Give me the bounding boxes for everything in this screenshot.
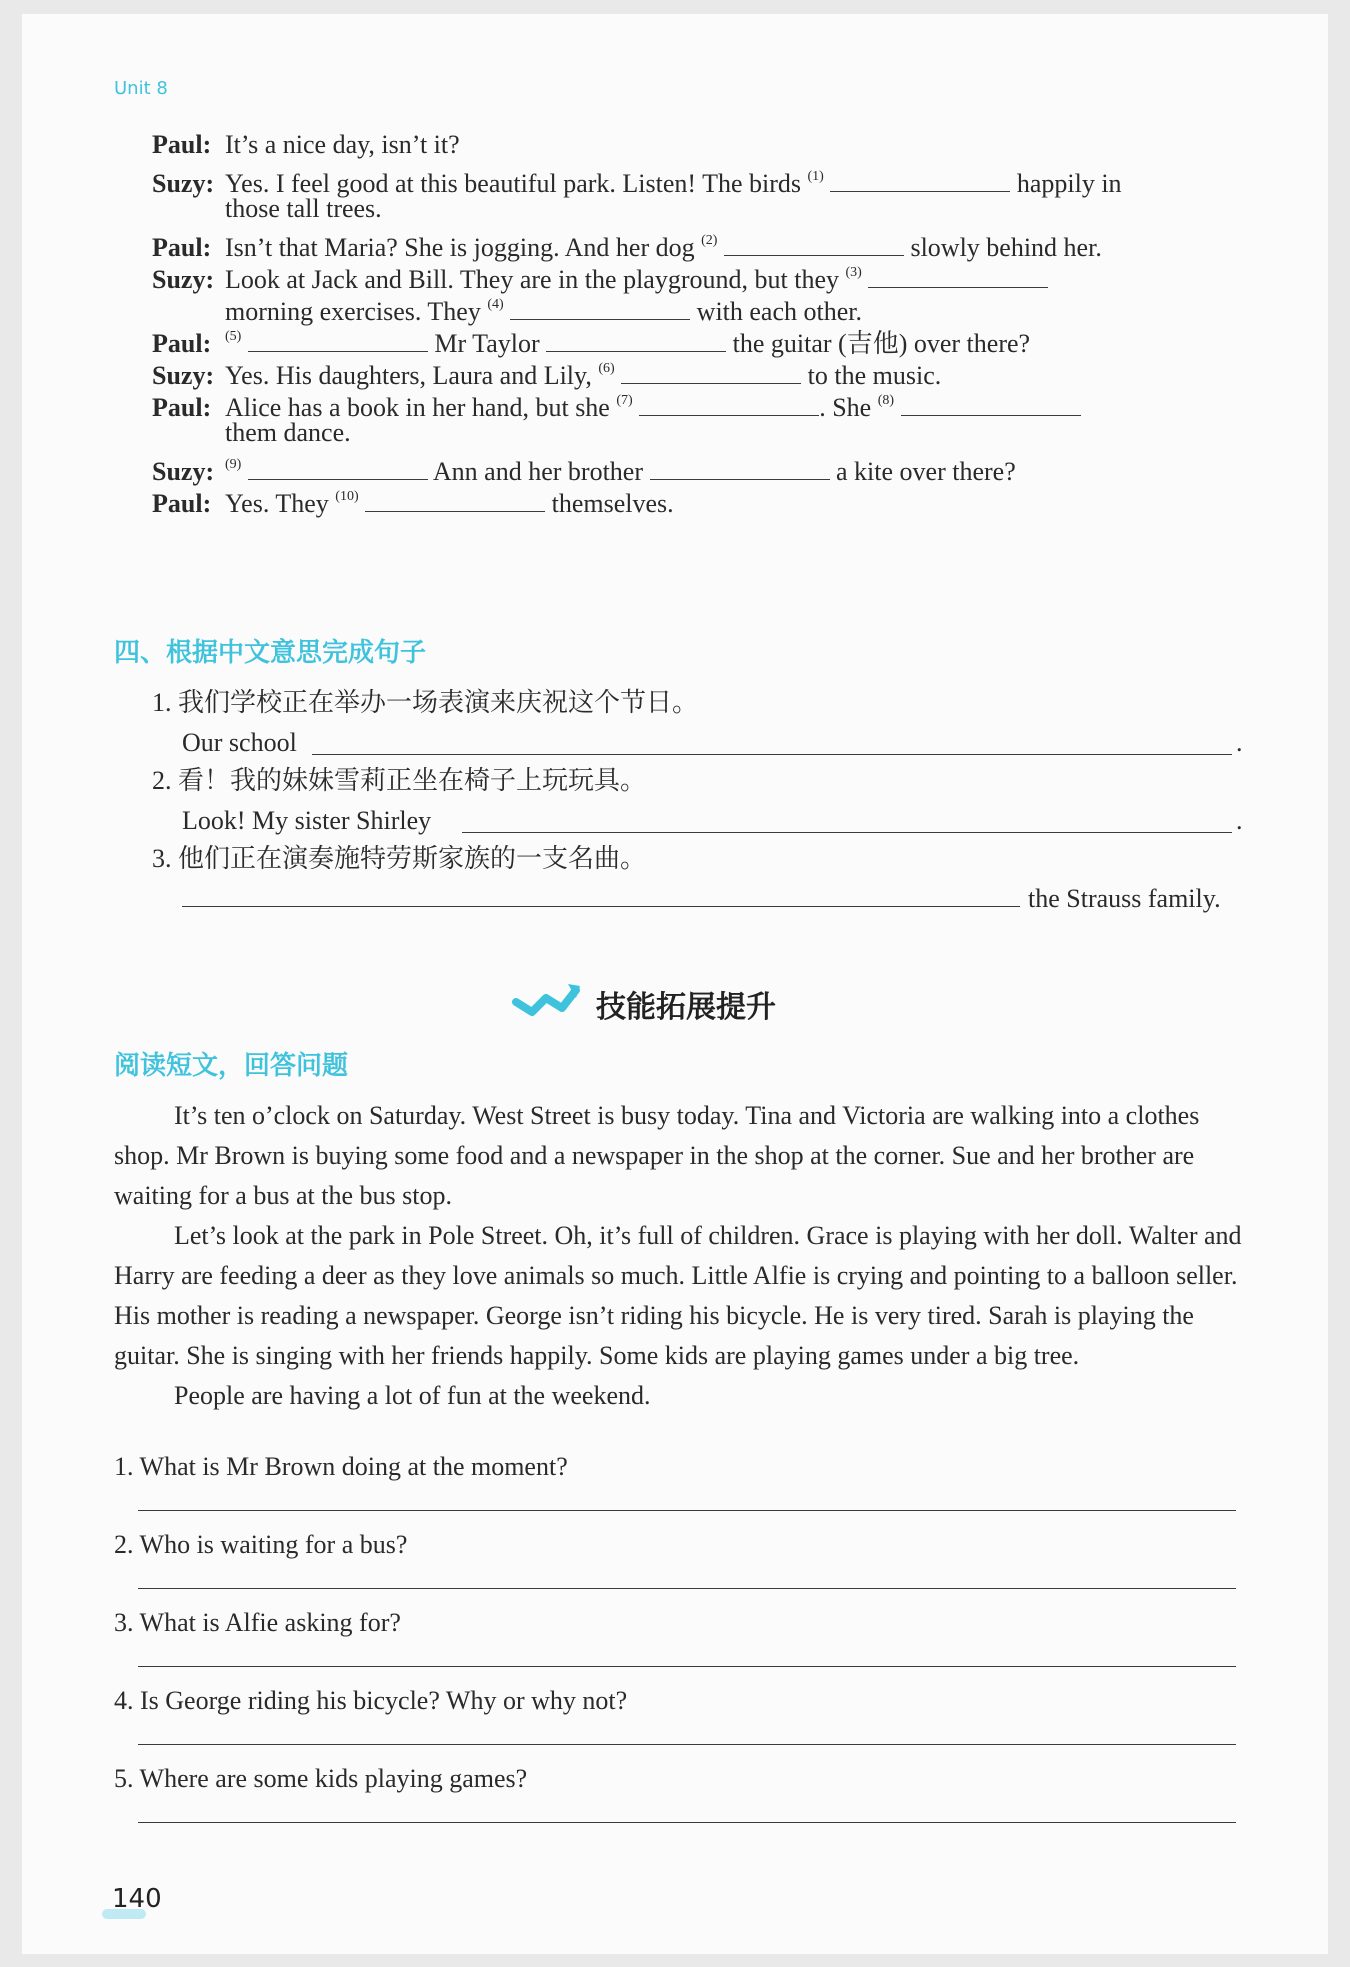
dialogue-text: Yes. I feel good at this beautiful park. Listen! The birds bbox=[225, 169, 801, 198]
section-four-title: 四、根据中文意思完成句子 bbox=[114, 638, 427, 668]
dialogue-text: the guitar (吉他) over there? bbox=[732, 329, 1031, 358]
blank-number: (6) bbox=[598, 361, 615, 376]
question-cn-3: 3. 他们正在演奏施特劳斯家族的一支名曲。 bbox=[152, 844, 647, 873]
answer-blank[interactable] bbox=[248, 329, 428, 352]
blank-number: (2) bbox=[701, 233, 718, 248]
answer-line[interactable] bbox=[182, 906, 1020, 907]
speaker-label: Paul: bbox=[152, 489, 212, 518]
dialogue-text: Ann and her brother bbox=[432, 457, 644, 486]
answer-blank[interactable] bbox=[248, 457, 428, 480]
dialogue-text: with each other. bbox=[696, 297, 863, 326]
page-number: 140 bbox=[112, 1884, 162, 1914]
trend-up-arrow-icon bbox=[512, 982, 582, 1027]
question-en-3: the Strauss family. bbox=[1028, 884, 1221, 913]
answer-line[interactable] bbox=[138, 1744, 1236, 1745]
question-4: 4. Is George riding his bicycle? Why or why not? bbox=[114, 1686, 628, 1715]
speaker-label: Paul: bbox=[152, 233, 212, 262]
blank-number: (10) bbox=[335, 489, 359, 504]
dialogue-text: a kite over there? bbox=[836, 457, 1016, 486]
reading-title: 阅读短文，回答问题 bbox=[114, 1051, 349, 1081]
blank-number: (1) bbox=[807, 169, 824, 184]
question-5: 5. Where are some kids playing games? bbox=[114, 1764, 528, 1793]
answer-blank[interactable] bbox=[901, 393, 1081, 416]
answer-blank[interactable] bbox=[868, 265, 1048, 288]
speaker-label: Suzy: bbox=[152, 457, 215, 486]
skills-heading: 技能拓展提升 bbox=[596, 990, 776, 1025]
blank-number: (3) bbox=[845, 265, 862, 280]
answer-blank[interactable] bbox=[546, 329, 726, 352]
speaker-label: Paul: bbox=[152, 329, 212, 358]
speaker-label: Paul: bbox=[152, 130, 212, 159]
blank-number: (5) bbox=[225, 329, 242, 344]
dialogue-text: Look at Jack and Bill. They are in the playground, but they bbox=[225, 265, 839, 294]
answer-line[interactable] bbox=[138, 1588, 1236, 1589]
period: . bbox=[1236, 728, 1243, 757]
blank-number: (4) bbox=[487, 297, 504, 312]
period: . bbox=[1236, 806, 1243, 835]
answer-blank[interactable] bbox=[639, 393, 819, 416]
answer-line[interactable] bbox=[138, 1822, 1236, 1823]
dialogue-text: slowly behind her. bbox=[910, 233, 1102, 262]
dialogue-text: Yes. They bbox=[225, 489, 329, 518]
dialogue-text: Isn’t that Maria? She is jogging. And her dog bbox=[225, 233, 695, 262]
dialogue-line-1 bbox=[152, 130, 460, 160]
question-en-1: Our school bbox=[182, 728, 297, 757]
speaker-label: Suzy: bbox=[152, 265, 215, 294]
speaker-label: Paul: bbox=[152, 393, 212, 422]
answer-line[interactable] bbox=[312, 754, 1232, 755]
dialogue-text: Mr Taylor bbox=[434, 329, 540, 358]
dialogue-text: Yes. His daughters, Laura and Lily, bbox=[225, 361, 592, 390]
question-cn-1: 1. 我们学校正在举办一场表演来庆祝这个节日。 bbox=[152, 688, 699, 717]
question-cn-2: 2. 看！我的妹妹雪莉正坐在椅子上玩玩具。 bbox=[152, 766, 647, 795]
answer-blank[interactable] bbox=[621, 361, 801, 384]
answer-blank[interactable] bbox=[365, 489, 545, 512]
reading-passage bbox=[114, 1096, 1254, 1416]
dialogue-text: It’s a nice day, isn’t it? bbox=[225, 130, 460, 159]
dialogue-text: happily in bbox=[1016, 169, 1122, 198]
dialogue-text: Alice has a book in her hand, but she bbox=[225, 393, 610, 422]
dialogue-line-12 bbox=[152, 482, 674, 519]
answer-blank[interactable] bbox=[830, 169, 1010, 192]
speaker-label: Suzy: bbox=[152, 361, 215, 390]
dialogue-line-3: those tall trees. bbox=[225, 194, 382, 223]
question-3: 3. What is Alfie asking for? bbox=[114, 1608, 401, 1637]
paragraph-3: People are having a lot of fun at the weekend. bbox=[174, 1381, 651, 1410]
dialogue-text: to the music. bbox=[807, 361, 942, 390]
blank-number: (9) bbox=[225, 457, 242, 472]
question-2: 2. Who is waiting for a bus? bbox=[114, 1530, 408, 1559]
answer-line[interactable] bbox=[138, 1666, 1236, 1667]
paragraph-2: Let’s look at the park in Pole Street. Oh, it’s full of children. Grace is playing with her doll. Walter and Harry are feeding a deer as they love animals so much. Little Alfie is crying and pointing to a balloon seller. His mother is reading a newspaper. George isn’t riding his bicycle. He is very tired. Sarah is playing the guitar. She is singing with her friends happily. Some kids are playing games under a big tree. bbox=[114, 1221, 1242, 1370]
answer-line[interactable] bbox=[462, 832, 1232, 833]
question-en-2: Look! My sister Shirley bbox=[182, 806, 432, 835]
answer-blank[interactable] bbox=[650, 457, 830, 480]
speaker-label: Suzy: bbox=[152, 169, 215, 198]
question-1: 1. What is Mr Brown doing at the moment? bbox=[114, 1452, 568, 1481]
dialogue-line-10: them dance. bbox=[225, 418, 351, 447]
unit-label: Unit 8 bbox=[114, 78, 168, 99]
answer-line[interactable] bbox=[138, 1510, 1236, 1511]
blank-number: (7) bbox=[616, 393, 633, 408]
dialogue-text: themselves. bbox=[551, 489, 674, 518]
blank-number: (8) bbox=[877, 393, 895, 408]
dialogue-text: morning exercises. They bbox=[225, 297, 481, 326]
answer-blank[interactable] bbox=[510, 297, 690, 320]
workbook-page bbox=[22, 14, 1328, 1954]
dialogue-text: . She bbox=[819, 393, 872, 422]
answer-blank[interactable] bbox=[724, 233, 904, 256]
paragraph-1: It’s ten o’clock on Saturday. West Street is busy today. Tina and Victoria are walking into a clothes shop. Mr Brown is buying some food and a newspaper in the shop at the corner. Sue and her brother are waiting for a bus at the bus stop. bbox=[114, 1101, 1200, 1210]
